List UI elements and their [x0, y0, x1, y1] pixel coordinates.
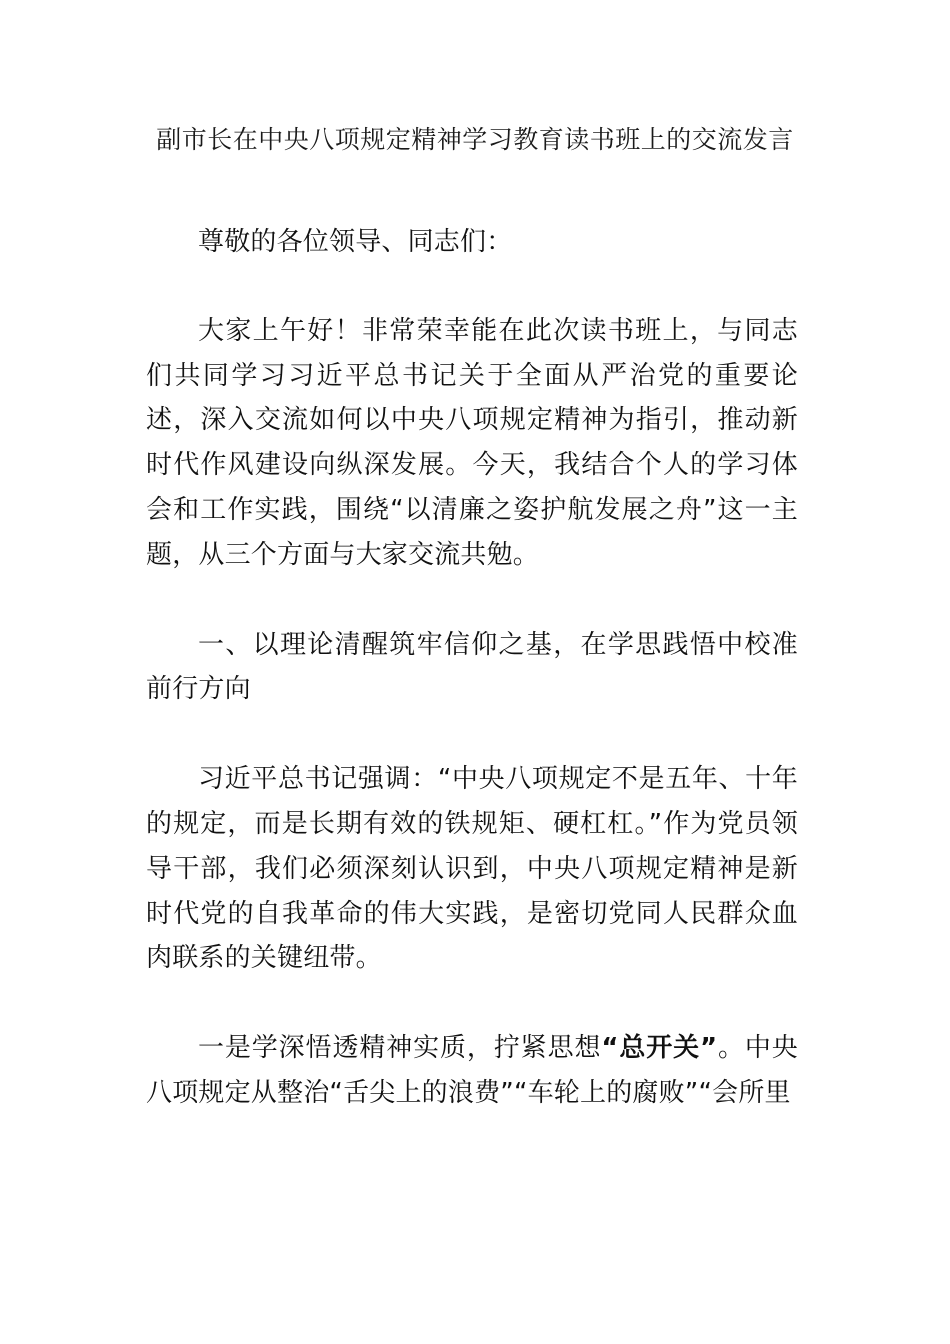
- document-body: [146, 220, 798, 1161]
- paragraph-intro: 大家上午好！非常荣幸能在此次读书班上，与同志们共同学习习近平总书记关于全面从严治党的重要论述，深入交流如何以中央八项规定精神为指引，推动新时代作风建设向纵深发展。今天，我结合个人的学习体会和工作实践，围绕“以清廉之姿护航发展之舟”这一主题，从三个方面与大家交流共勉。: [146, 315, 798, 570]
- paragraph-point-1-emphasis: “总开关”: [601, 1033, 718, 1064]
- paragraph-point-1: [146, 1026, 798, 1116]
- paragraph-quote: 习近平总书记强调：“中央八项规定不是五年、十年的规定，而是长期有效的铁规矩、硬杠杠。”作为党员领导干部，我们必须深刻认识到，中央八项规定精神是新时代党的自我革命的伟大实践，是密切党同人民群众血肉联系的关键纽带。: [146, 764, 798, 974]
- paragraph-point-1-text-a: 一是学深悟透精神实质，拧紧思想: [198, 1033, 602, 1064]
- salutation: 尊敬的各位领导、同志们：: [198, 227, 513, 257]
- section-heading-1: 一、以理论清醒筑牢信仰之基，在学思践悟中校准前行方向: [146, 629, 798, 705]
- paragraph-point-1-text-b: 。中央八项规定从整治“舌尖上的浪费”“车轮上的腐败”“会所里: [146, 1033, 798, 1108]
- document-title: 副市长在中央八项规定精神学习教育读书班上的交流发言: [156, 125, 794, 154]
